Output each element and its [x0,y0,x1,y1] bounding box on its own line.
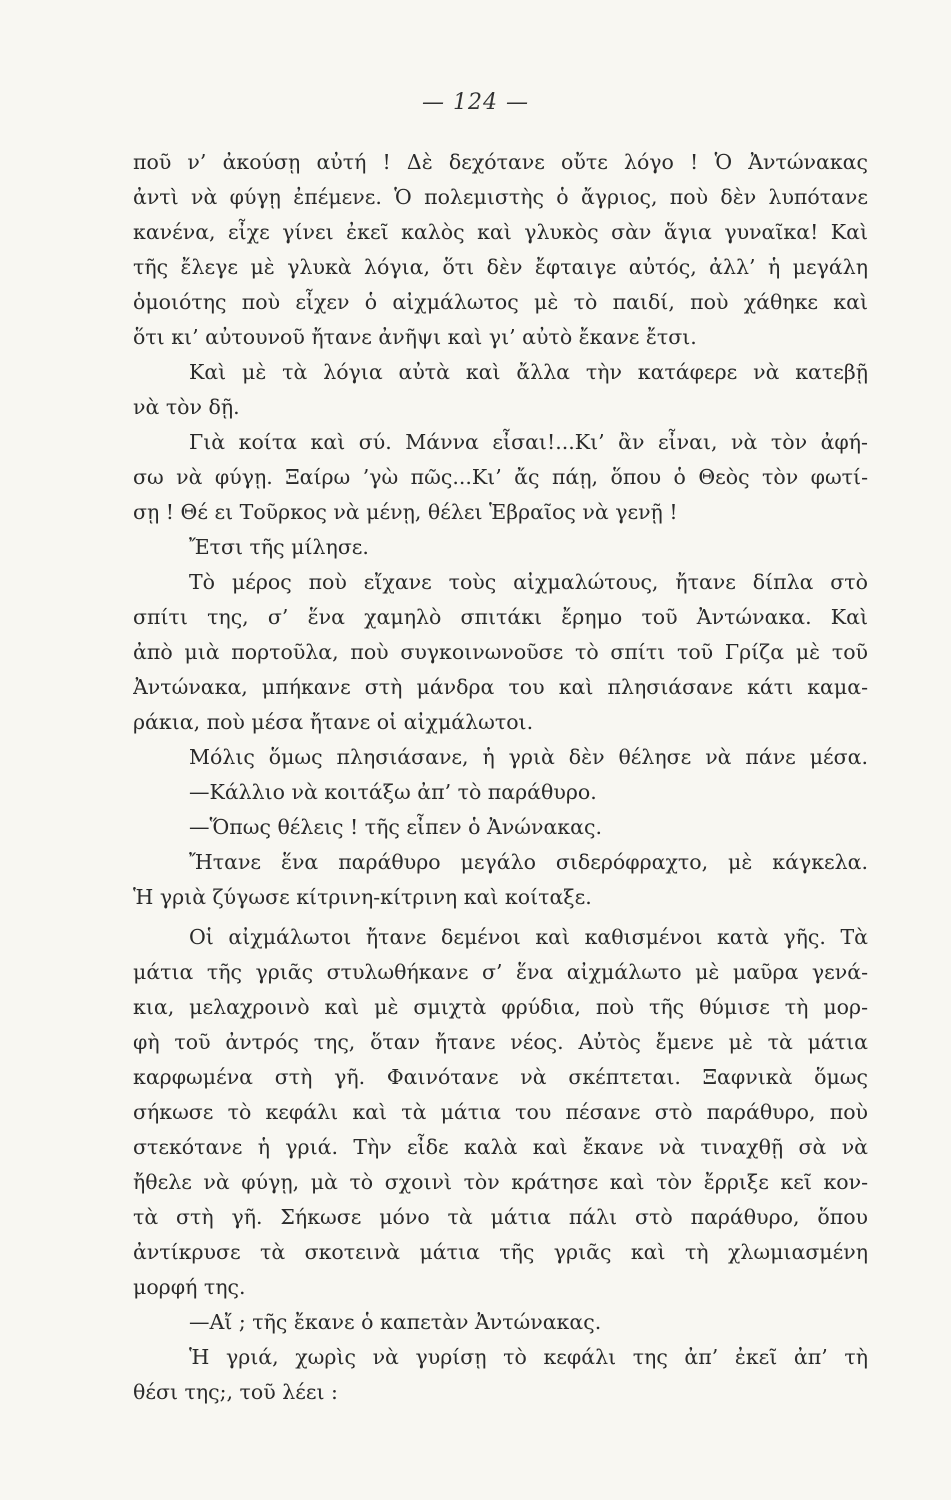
text-line: Μόλις ὅμως πλησιάσανε, ἡ γριὰ δὲν θέλησε νὰ πάνε μέσα. [189,745,868,769]
text-line: Ἡ γριὰ ζύγωσε κίτρινη-κίτρινη καὶ κοίταξε. [133,885,592,909]
text-line: ἀπὸ μιὰ πορτοῦλα, ποὺ συγκοινωνοῦσε τὸ σπίτι τοῦ Γρίζα μὲ τοῦ [133,640,868,664]
text-line: σήκωσε τὸ κεφάλι καὶ τὰ μάτια του πέσανε στὸ παράθυρο, ποὺ [133,1100,868,1124]
text-line: νὰ τὸν δῇ. [133,395,240,419]
text-line: Τὸ μέρος ποὺ εἴχανε τοὺς αἰχμαλώτους, ἤτανε δίπλα στὸ [189,570,868,594]
text-line: στεκότανε ἡ γριά. Τὴν εἶδε καλὰ καὶ ἔκανε νὰ τιναχθῇ σὰ νὰ [133,1135,868,1159]
text-line: σπίτι της, σ’ ἕνα χαμηλὸ σπιτάκι ἔρημο τοῦ Ἀντώνακα. Καὶ [133,605,868,629]
text-line: θέσι της;, τοῦ λέει : [133,1380,338,1404]
text-line: —Αἴ ; τῆς ἔκανε ὁ καπετὰν Ἀντώνακας. [189,1310,602,1334]
text-line: Καὶ μὲ τὰ λόγια αὐτὰ καὶ ἄλλα τὴν κατάφερε νὰ κατεβῇ [189,360,868,384]
page-number: — 124 — [422,90,529,115]
text-line: τὰ στὴ γῆ. Σήκωσε μόνο τὰ μάτια πάλι στὸ παράθυρο, ὅπου [133,1205,868,1229]
text-line: —Κάλλιο νὰ κοιτάξω ἀπ’ τὸ παράθυρο. [189,780,597,804]
text-line: Γιὰ κοίτα καὶ σύ. Μάννα εἶσαι!...Κι’ ἂν εἶναι, νὰ τὸν ἀφή- [189,430,868,454]
text-line: καρφωμένα στὴ γῆ. Φαινότανε νὰ σκέπτεται. Ξαφνικὰ ὅμως [133,1065,868,1089]
text-line: ράκια, ποὺ μέσα ἤτανε οἱ αἰχμάλωτοι. [133,710,534,734]
text-line: μάτια τῆς γριᾶς στυλωθήκανε σ’ ἕνα αἰχμάλωτο μὲ μαῦρα γενά- [133,960,868,984]
text-line: σω νὰ φύγῃ. Ξαίρω ’γὼ πῶς...Κι’ ἄς πάῃ, ὅπου ὁ Θεὸς τὸν φωτί- [133,465,868,489]
text-line: ὁμοιότης ποὺ εἶχεν ὁ αἰχμάλωτος μὲ τὸ παιδί, ποὺ χάθηκε καὶ [133,290,868,314]
text-line: ἤθελε νὰ φύγῃ, μὰ τὸ σχοινὶ τὸν κράτησε καὶ τὸν ἔρριξε κεῖ κον- [133,1170,868,1194]
text-line: Ἔτσι τῆς μίλησε. [189,535,369,559]
text-line: σῃ ! Θέ ει Τοῦρκος νὰ μένῃ, θέλει Ἑβραῖος νὰ γενῇ ! [133,500,678,524]
text-line: τῆς ἔλεγε μὲ γλυκὰ λόγια, ὅτι δὲν ἔφταιγε αὐτός, ἀλλ’ ἡ μεγάλη [133,255,868,279]
text-line: ὅτι κι’ αὐτουνοῦ ἤτανε ἀνῆψι καὶ γι’ αὐτὸ ἔκανε ἔτσι. [133,325,697,349]
text-line: Ἤτανε ἕνα παράθυρο μεγάλο σιδερόφραχτο, μὲ κάγκελα. [189,850,868,874]
text-line: —Ὅπως θέλεις ! τῆς εἶπεν ὁ Ἀνώνακας. [189,815,602,839]
text-line: μορφή της. [133,1275,246,1299]
text-line: ποῦ ν’ ἀκούσῃ αὐτή ! Δὲ δεχότανε οὔτε λόγο ! Ὁ Ἀντώνακας [133,150,868,174]
text-line: Ἡ γριά, χωρὶς νὰ γυρίσῃ τὸ κεφάλι της ἀπ’ ἐκεῖ ἀπ’ τὴ [189,1345,868,1369]
text-line: ἀντὶ νὰ φύγῃ ἐπέμενε. Ὁ πολεμιστὴς ὁ ἄγριος, ποὺ δὲν λυπότανε [133,185,868,209]
text-line: Οἱ αἰχμάλωτοι ἤτανε δεμένοι καὶ καθισμένοι κατὰ γῆς. Τὰ [189,925,868,949]
text-line: φὴ τοῦ ἀντρός της, ὅταν ἤτανε νέος. Αὐτὸς ἔμενε μὲ τὰ μάτια [133,1030,868,1054]
text-line: κια, μελαχροινὸ καὶ μὲ σμιχτὰ φρύδια, ποὺ τῆς θύμισε τὴ μορ- [133,995,868,1019]
text-line: ἀντίκρυσε τὰ σκοτεινὰ μάτια τῆς γριᾶς καὶ τὴ χλωμιασμένη [133,1240,868,1264]
text-line: κανένα, εἶχε γίνει ἐκεῖ καλὸς καὶ γλυκὸς σὰν ἅγια γυναῖκα! Καὶ [133,220,868,244]
body-text [133,145,868,1410]
text-line: Ἀντώνακα, μπήκανε στὴ μάνδρα του καὶ πλησιάσανε κάτι καμα- [133,675,868,699]
